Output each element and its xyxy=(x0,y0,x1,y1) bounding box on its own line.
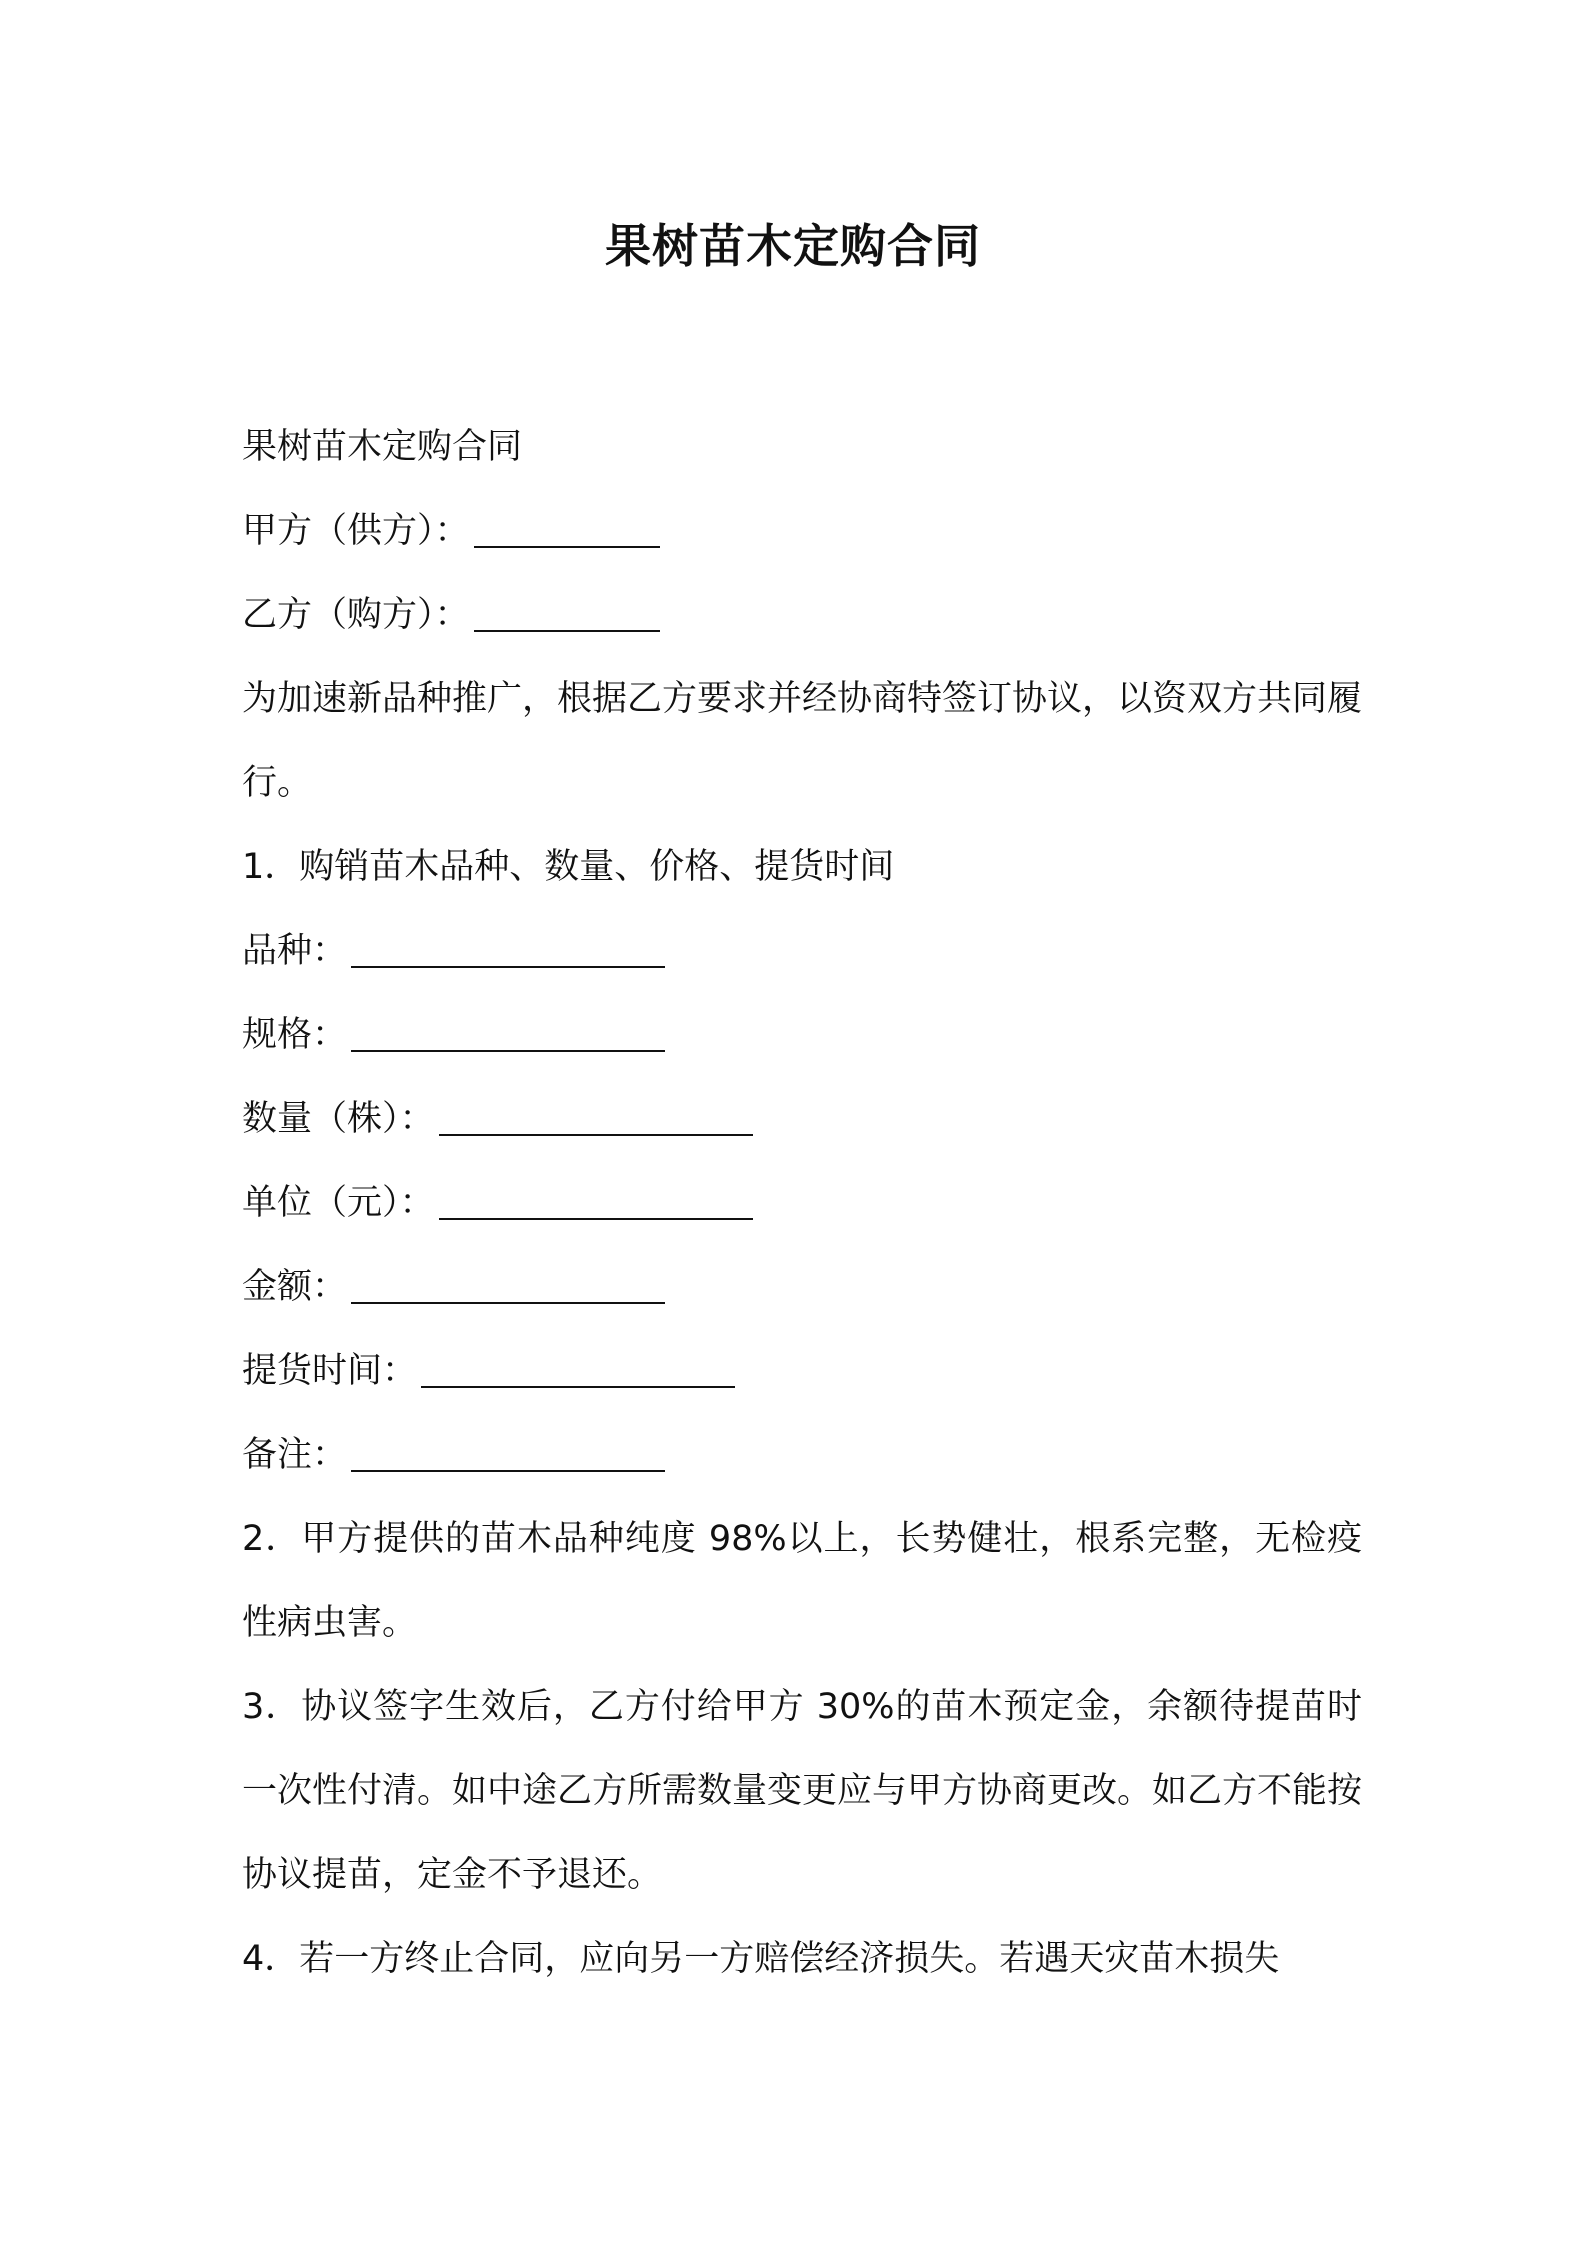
amount-line xyxy=(242,1245,1362,1329)
variety-blank xyxy=(351,932,665,968)
quantity-label: 数量（株）： xyxy=(242,1099,435,1139)
variety-label: 品种： xyxy=(242,931,348,971)
party-a-line xyxy=(242,489,1362,573)
party-b-blank xyxy=(474,596,660,632)
quantity-line xyxy=(242,1077,1362,1161)
contract-subtitle: 果树苗木定购合同 xyxy=(242,427,523,467)
remarks-label: 备注： xyxy=(242,1435,348,1475)
party-b-line xyxy=(242,573,1362,657)
amount-blank xyxy=(351,1268,665,1304)
document-body xyxy=(242,405,1362,2001)
party-b-label: 乙方（购方）： xyxy=(242,595,470,635)
document-title: 果树苗木定购合同 xyxy=(605,219,981,273)
party-a-blank xyxy=(474,512,660,548)
unit-price-line xyxy=(242,1161,1362,1245)
remarks-blank xyxy=(351,1436,665,1472)
remarks-line xyxy=(242,1413,1362,1497)
spec-blank xyxy=(351,1016,665,1052)
spec-line xyxy=(242,993,1362,1077)
pickup-time-blank xyxy=(421,1352,735,1388)
intro-paragraph: 为加速新品种推广，根据乙方要求并经协商特签订协议，以资双方共同履行。 xyxy=(242,679,1363,803)
pickup-time-line xyxy=(242,1329,1362,1413)
spec-label: 规格： xyxy=(242,1015,348,1055)
party-a-label: 甲方（供方）： xyxy=(242,511,470,551)
quantity-blank xyxy=(439,1100,753,1136)
clause-2: 2．甲方提供的苗木品种纯度 98%以上，长势健壮，根系完整，无检疫性病虫害。 xyxy=(242,1519,1362,1643)
section-1-heading: 1．购销苗木品种、数量、价格、提货时间 xyxy=(242,847,895,887)
unit-price-label: 单位（元）： xyxy=(242,1183,435,1223)
pickup-time-label: 提货时间： xyxy=(242,1351,418,1391)
clause-4: 4．若一方终止合同，应向另一方赔偿经济损失。若遇天灾苗木损失 xyxy=(242,1939,1280,1979)
unit-price-blank xyxy=(439,1184,753,1220)
variety-line xyxy=(242,909,1362,993)
amount-label: 金额： xyxy=(242,1267,348,1307)
clause-3: 3．协议签字生效后，乙方付给甲方 30%的苗木预定金，余额待提苗时一次性付清。如中途乙方所需数量变更应与甲方协商更改。如乙方不能按协议提苗，定金不予退还。 xyxy=(242,1687,1363,1895)
